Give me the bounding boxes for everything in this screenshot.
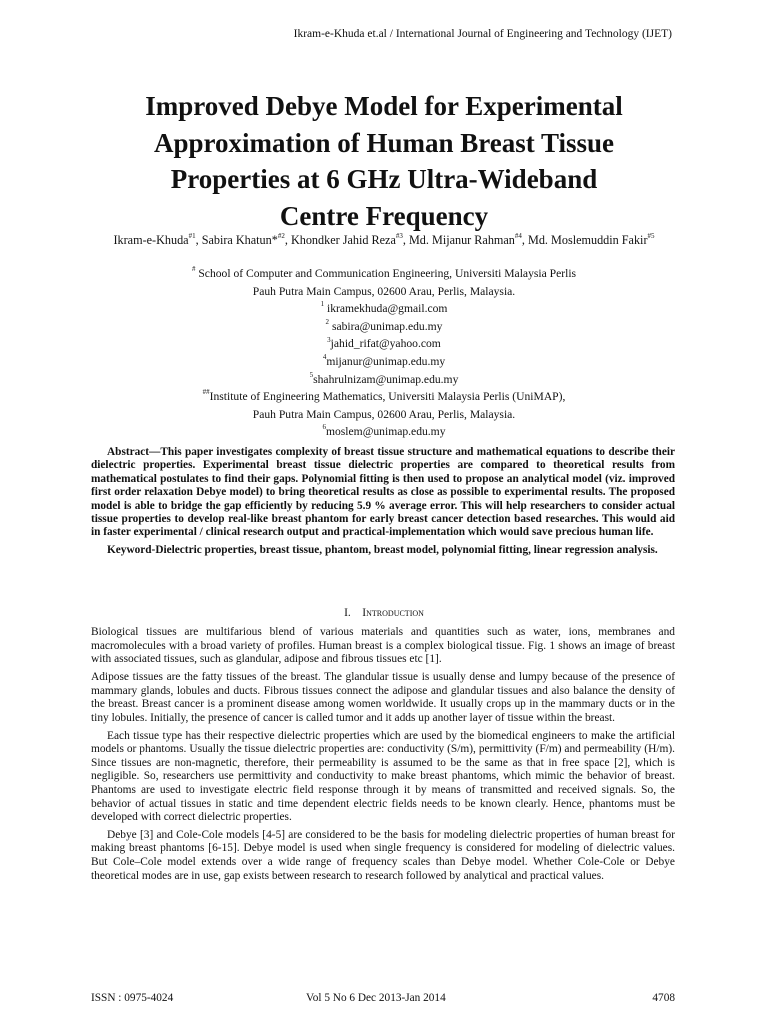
author-mark: #1 [188,231,196,240]
email-address: ikramekhuda@gmail.com [326,302,448,316]
email-mark: 1 [320,300,325,309]
affiliation-mark: # [191,265,196,274]
title-line: Improved Debye Model for Experimental [145,91,623,121]
affiliation-line: Pauh Putra Main Campus, 02600 Arau, Perlis, Malaysia. [252,407,516,421]
body-text [91,626,675,887]
email-line [100,353,668,371]
section-heading [0,607,768,619]
email-address: jahid_rifat@yahoo.com [330,337,441,351]
author-name: Ikram-e-Khuda [113,233,189,247]
title-line: Centre Frequency [279,200,489,231]
author-list [95,232,673,248]
email-line [100,335,668,353]
keywords-label: Keyword- [107,543,156,556]
affiliations [100,265,668,441]
section-title-rest: ntroduction [366,607,424,619]
author-mark: #2 [277,231,285,240]
abstract [91,446,675,557]
paper-title [80,88,688,234]
author-name: , Md. Mijanur Rahman [402,233,515,247]
affiliation-text: Institute of Engineering Mathematics, Universiti Malaysia Perlis (UniMAP), [209,390,566,404]
email-mark: 6 [322,423,326,432]
email-line [100,318,668,336]
footer-issn: ISSN : 0975-4024 [91,992,174,1004]
email-mark: 3 [327,335,331,344]
author-name: , Khondker Jahid Reza [284,233,396,247]
email-line [100,371,668,389]
email-mark: 4 [322,353,327,362]
title-line: Approximation of Human Breast Tissue [153,127,615,158]
email-address: sabira@unimap.edu.my [331,319,443,333]
author-mark: #3 [395,231,403,240]
affiliation-mark: ## [202,388,210,397]
body-paragraph: Debye [3] and Cole-Cole models [4-5] are considered to be the basis for modeling dielectric properties of human breast for making breast phantoms [6-15]. Debye model is used when single frequency is considered for modeling of dielectric values. But Cole–Cole model extends over a wide range of frequency scales than Debye model. Whether Cole-Cole or Debye theoretical modes are in use, gap exists between research to research followed by analytical and practical values. [91,828,675,882]
abstract-label: Abstract— [107,446,161,458]
author-mark: #4 [514,231,522,240]
page-footer [91,992,675,1008]
affiliation-line: Pauh Putra Main Campus, 02600 Arau, Perlis, Malaysia. [252,284,516,298]
email-mark: 2 [325,317,330,326]
keywords-paragraph [91,544,675,557]
email-line [100,423,668,441]
section-title-initial: I [362,607,367,619]
author-name: , Sabira Khatun* [195,233,278,247]
keywords-text: Dielectric properties, breast tissue, phantom, breast model, polynomial fitting, linear regression analysis. [155,543,658,556]
abstract-text: This paper investigates complexity of breast tissue structure and mathematical equations to describe their dielectric properties. Experimental breast tissue dielectric properties are compared to theoretical results from mathematical postulates to find their gaps. Polynomial fitting is then used to propose an analytical model (viz. improved first order relaxation Debye model) to bring theoretical results as close as possible to experimental results. The proposed model is able to bridge the gap efficiently by reducing 5.9 % average error. This will help researchers to consider actual tissue properties to develop real-like breast phantom for early breast cancer detection based researches. This would aid in faster experimental / clinical research output and practical-implementation which would save precious human life. [91,446,675,539]
author-name: , Md. Moslemuddin Fakir [521,233,648,247]
email-address: shahrulnizam@unimap.edu.my [313,372,459,386]
email-line [100,300,668,318]
affiliation-text: School of Computer and Communication Engineering, Universiti Malaysia Perlis [198,267,577,280]
body-paragraph: Adipose tissues are the fatty tissues of the breast. The glandular tissue is usually dense and lumpy because of the presence of mammary glands, lobules and ducts. Fibrous tissues connect the adipose and glandular tissues and also balance the density of the breast. Breast cancer is a prominent disease among women worldwide. It usually crops up in the mammary ducts or in the tiny lobules. Initially, the presence of cancer is called tumor and it adds up another layer of tissue within the breast. [91,670,675,724]
email-address: moslem@unimap.edu.my [325,425,446,439]
abstract-paragraph [91,446,675,540]
section-number: I. [344,607,351,619]
affiliation-line [100,265,668,283]
affiliation-line [100,388,668,406]
title-line: Properties at 6 GHz Ultra-Wideband [170,164,598,194]
footer-volume: Vol 5 No 6 Dec 2013-Jan 2014 [306,992,446,1004]
email-mark: 5 [309,370,314,379]
email-address: mijanur@unimap.edu.my [326,354,446,368]
running-head: Ikram-e-Khuda et.al / International Journal of Engineering and Technology (IJET) [293,28,672,40]
author-mark: #5 [647,231,655,240]
body-paragraph: Each tissue type has their respective dielectric properties which are used by the biomedical engineers to make the artificial models or phantoms. Usually the tissue dielectric properties are: conductivity (S/m), permittivity (F/m) and permeability (H/m). Since tissues are non-magnetic, therefore, their permeability is assumed to be the same as that in free space [2], which is negligible. So, researchers use permittivity and conductivity to make breast phantoms, which mimic the behavior of breast. Phantoms are used to investigate electric field response through it by means of transmitted and received signals. So, the behavior of actual tissues in static and time dependent electric fields needs to be known clearly. Hence, phantoms must be developed with correct dielectric properties. [91,729,675,824]
body-paragraph: Biological tissues are multifarious blend of various materials and quantities such as water, ions, membranes and macromolecules with a broad variety of profiles. Human breast is a complex biological tissue. Fig. 1 shows an image of breast with associated tissues, such as glandular, adipose and fibrous tissues etc [1]. [91,626,675,666]
footer-page-number: 4708 [652,992,675,1004]
